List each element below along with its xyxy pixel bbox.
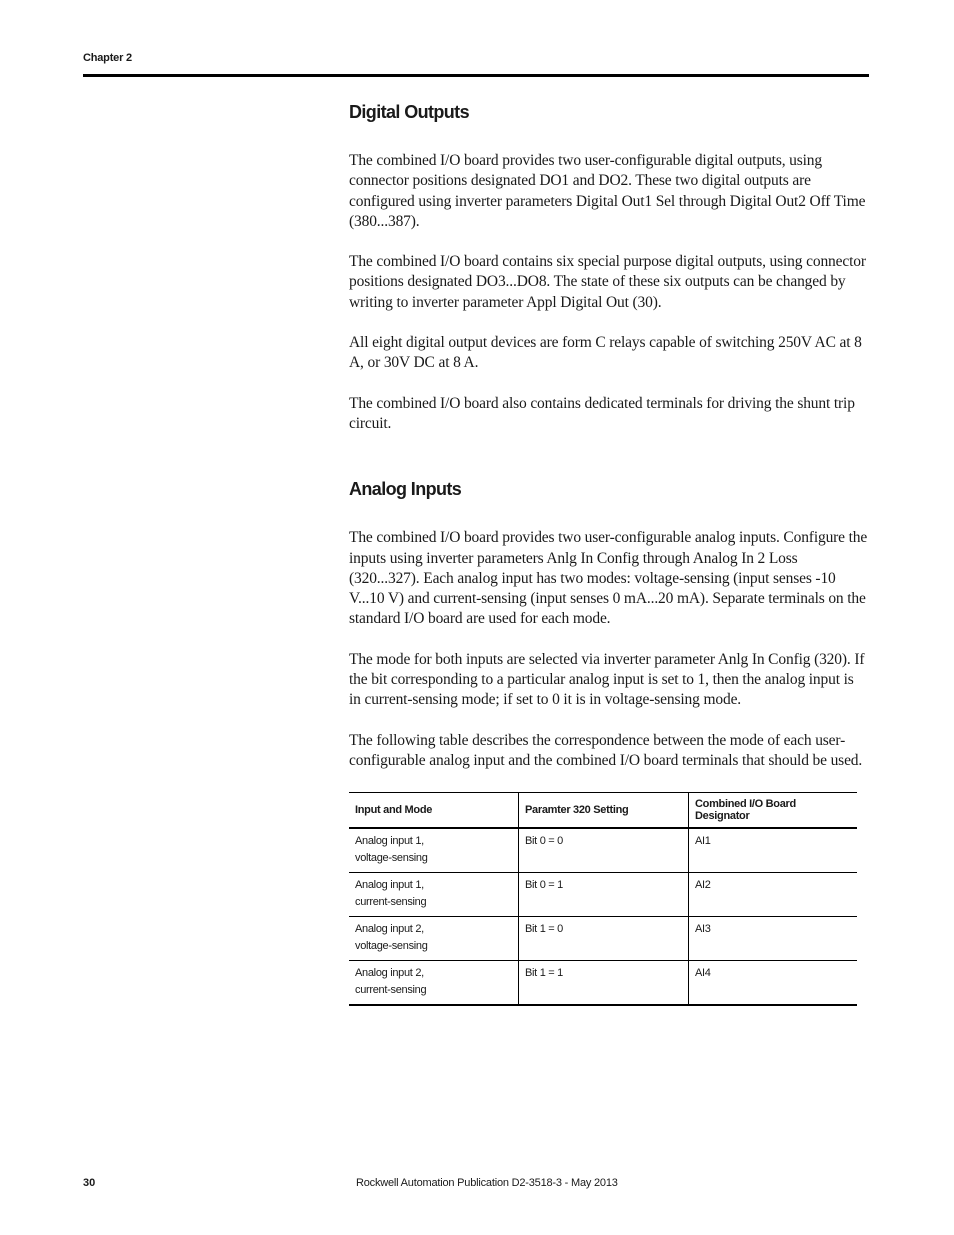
paragraph: The combined I/O board provides two user-configurable analog inputs. Configure the inputs using inverter parameters Anlg In Config through Analog In 2 Loss (320...327). Each analog input has two modes: voltage-sensing (input senses -10 V...10 V) and current-sensing (input senses 0 mA...20 mA). Separate terminals on the standard I/O board are used for each mode.: [349, 529, 868, 628]
table-cell-designator: AI3: [689, 917, 858, 961]
mode-line: current-sensing: [355, 895, 427, 908]
paragraph: All eight digital output devices are form C relays capable of switching 250V AC at 8 A, or 30V DC at 8 A.: [349, 334, 862, 372]
input-line: Analog input 2,: [355, 923, 424, 936]
paragraph: The following table describes the correspondence between the mode of each user-configurable analog input and the combined I/O board terminals that should be used.: [349, 731, 863, 769]
input-line: Analog input 1,: [355, 835, 424, 848]
table-cell-setting: Bit 0 = 1: [519, 873, 689, 917]
paragraph: The combined I/O board provides two user-configurable digital outputs, using connector positions designated DO1 and DO2. These two digital outputs are configured using inverter parameters Digital Out1 Sel through Digital Out2 Off Time (380...387).: [349, 152, 866, 230]
paragraph: The mode for both inputs are selected via inverter parameter Anlg In Config (320). If the bit corresponding to a particular analog input is set to 1, then the analog input is in current-sensing mode; if set to 0 it is in voltage-sensing mode.: [349, 650, 865, 709]
page-content: [349, 100, 869, 1006]
table-header-input-mode: Input and Mode: [349, 793, 519, 829]
paragraph: The combined I/O board also contains dedicated terminals for driving the shunt trip circuit.: [349, 394, 855, 432]
mode-line: voltage-sensing: [355, 939, 428, 952]
table-cell-input-mode: [349, 917, 519, 961]
chapter-label: Chapter 2: [83, 52, 132, 64]
table-cell-designator: AI4: [689, 961, 858, 1006]
table-cell-input-mode: [349, 961, 519, 1006]
section-heading-digital-outputs: Digital Outputs: [349, 102, 469, 122]
mode-line: current-sensing: [355, 983, 427, 996]
table-header-parameter-setting: Paramter 320 Setting: [519, 793, 689, 829]
table-row: [349, 961, 857, 1006]
analog-input-mode-table: [349, 792, 857, 1006]
table-row: [349, 873, 857, 917]
table-row: [349, 828, 857, 873]
table-cell-setting: Bit 1 = 0: [519, 917, 689, 961]
table-cell-setting: Bit 0 = 0: [519, 828, 689, 873]
paragraph: The combined I/O board contains six special purpose digital outputs, using connector positions designated DO3...DO8. The state of these six outputs can be changed by writing to inverter parameter Appl Digital Out (30).: [349, 253, 866, 311]
table-cell-setting: Bit 1 = 1: [519, 961, 689, 1006]
table-header-designator: Combined I/O Board Designator: [689, 793, 858, 829]
input-line: Analog input 2,: [355, 967, 424, 980]
table-cell-designator: AI2: [689, 873, 858, 917]
table-header-row: [349, 793, 857, 829]
section-heading-analog-inputs: Analog Inputs: [349, 479, 462, 500]
table-cell-designator: AI1: [689, 828, 858, 873]
publication-info: Rockwell Automation Publication D2-3518-3 - May 2013: [356, 1177, 618, 1189]
table-cell-input-mode: [349, 828, 519, 873]
table-cell-input-mode: [349, 873, 519, 917]
page-number: 30: [83, 1177, 96, 1189]
mode-line: voltage-sensing: [355, 851, 428, 864]
table-row: [349, 917, 857, 961]
header-rule: [83, 74, 869, 77]
input-line: Analog input 1,: [355, 879, 424, 892]
